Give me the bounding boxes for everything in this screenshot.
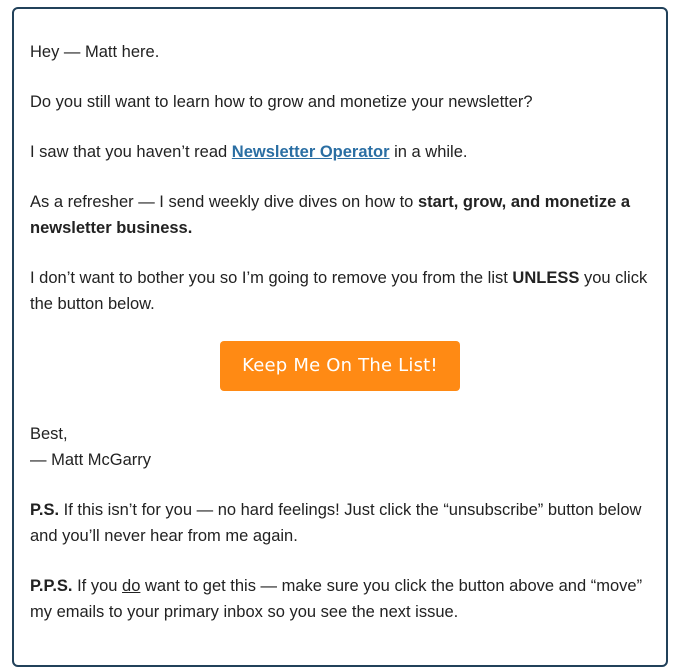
pps-text <box>30 573 650 625</box>
refresher-text <box>30 189 650 241</box>
ps-body: If this isn’t for you — no hard feelings! Just click the “unsubscribe” button below and you’ll never hear from me again. <box>30 501 642 545</box>
question-text <box>30 89 650 115</box>
pps-after: want to get this — make sure you click the button above and “move” my emails to your primary inbox so you see the next issue. <box>30 577 643 621</box>
signoff <box>30 421 650 473</box>
unless-bold: UNLESS <box>512 269 580 287</box>
havent-read-before: I saw that you haven’t read <box>30 143 232 161</box>
question-line: Do you still want to learn how to grow and monetize your newsletter? <box>30 93 533 111</box>
greeting-text <box>30 39 650 65</box>
pps-underlined-do: do <box>122 577 141 595</box>
refresher-before: As a refresher — I send weekly dive dives on how to <box>30 193 418 211</box>
pps-label: P.P.S. <box>30 577 73 595</box>
greeting-line: Hey — Matt here. <box>30 43 160 61</box>
remove-text <box>30 265 650 317</box>
refresher-bold: start, grow, and monetize a newsletter business. <box>30 193 631 237</box>
remove-after: you click the button below. <box>30 269 648 313</box>
signoff-name: — Matt McGarry <box>30 451 152 469</box>
cta-container <box>30 341 650 391</box>
havent-read-text <box>30 139 650 165</box>
newsletter-operator-link[interactable]: Newsletter Operator <box>231 143 390 161</box>
remove-before: I don’t want to bother you so I’m going to remove you from the list <box>30 269 513 287</box>
ps-text <box>30 497 650 549</box>
ps-label: P.S. <box>30 501 60 519</box>
email-body <box>12 7 668 667</box>
signoff-best: Best, <box>30 425 68 443</box>
pps-before: If you <box>72 577 123 595</box>
havent-read-after: in a while. <box>389 143 468 161</box>
keep-me-on-list-button[interactable]: Keep Me On The List! <box>220 341 460 391</box>
